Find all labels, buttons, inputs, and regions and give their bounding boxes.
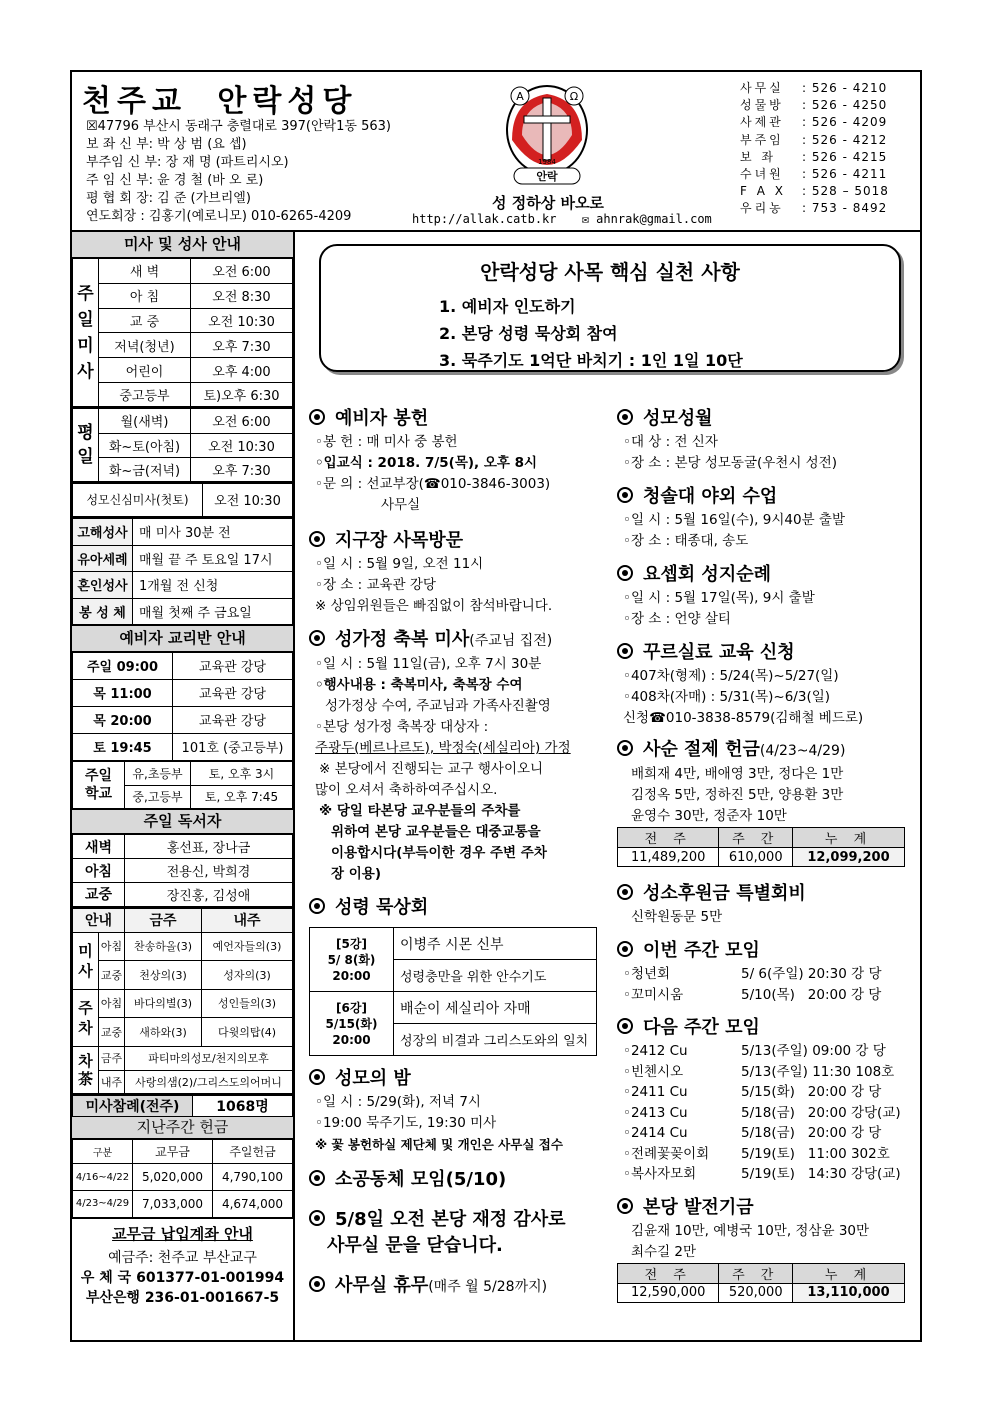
bullet-icon [617, 1198, 633, 1214]
phone-row [740, 183, 889, 200]
table-row [73, 433, 293, 457]
table-row [618, 1283, 905, 1302]
box-item: 3. 묵주기도 1억단 바치기 : 1인 1일 10단 [439, 351, 743, 370]
mass-name: 어린이 [99, 358, 191, 383]
guide-tea: 사랑의샘(2)/그리스도의어머니 [125, 1070, 293, 1094]
bullet-icon [309, 1170, 325, 1186]
left-column [72, 232, 295, 1342]
phone-row [740, 200, 889, 217]
table-row [73, 1140, 293, 1164]
retreat-topic: 성령충만을 위한 안수기도 [394, 960, 597, 992]
table-row [73, 652, 293, 679]
weekday-label: 평 일 [73, 409, 99, 482]
mass-time: 토)오후 6:30 [191, 382, 293, 407]
table-row [73, 358, 293, 383]
total-cell: 13,110,000 [793, 1283, 905, 1302]
sacrament-info: 1개월 전 신청 [133, 572, 293, 599]
sunday-school-label: 주일 학교 [73, 761, 125, 809]
meeting-name: ◦2411 Cu [623, 1084, 688, 1100]
total-cell: 12,099,200 [793, 848, 905, 867]
mass-name: 교 중 [99, 308, 191, 333]
sacrament-info: 매 미사 30분 전 [133, 519, 293, 546]
phone-number: : 753 - 8492 [802, 201, 888, 216]
patron-saint: 성 정하상 바오로 [492, 194, 604, 212]
table-row [73, 519, 293, 546]
offering-cell: 구분 [73, 1140, 133, 1164]
logo-year: 1984 [538, 158, 556, 166]
mass-time: 오전 10:30 [191, 433, 293, 457]
section-heading: 본당 발전기금 [617, 1195, 909, 1221]
phone-row [740, 97, 889, 114]
sacred-heart-table [72, 483, 293, 519]
svg-text:Ω: Ω [569, 90, 579, 103]
weekday-mass-table [72, 408, 293, 482]
section-heading: 예비자 봉헌 [309, 406, 601, 432]
section-heading: 꾸르실료 교육 신청 [617, 640, 909, 666]
guide-next-week: 예언자들의(3) [202, 932, 293, 961]
sunday-label: 주 일 미 사 [73, 259, 99, 408]
phone-label: 보 좌 [740, 149, 776, 164]
total-cell: 주 간 [719, 1263, 793, 1283]
table-row [310, 928, 597, 960]
section-heading: 성가정 축복 미사(주교님 집전) [309, 627, 601, 654]
logo-text: 안락 [536, 170, 558, 183]
meeting-name: ◦청년회 [623, 966, 671, 982]
offering-cell: 5,020,000 [133, 1164, 213, 1191]
table-row [73, 1070, 293, 1094]
retreat-session: [6강] 5/15(화) 20:00 [310, 992, 394, 1056]
class-place: 교육관 강당 [173, 706, 293, 733]
phone-number: : 526 - 4215 [802, 149, 888, 164]
middle-column [309, 406, 601, 1300]
table-row [618, 848, 905, 867]
retreat-speaker: 이병주 시몬 신부 [394, 928, 597, 960]
table-row [73, 859, 293, 883]
section-heading: 소공동체 모임(5/10) [309, 1167, 601, 1193]
table-row [73, 989, 293, 1018]
mass-time: 오후 7:30 [191, 457, 293, 481]
guide-slot: 아침 [99, 932, 125, 961]
readers-title: 주일 독서자 [72, 810, 293, 834]
phone-number: : 526 - 4210 [802, 81, 888, 95]
section-body: ◦일 시 : 5월 11일(금), 오후 7시 30분 ◦행사내용 : 축복미사, 축복장 수여 성가정상 수여, 주교님과 가족사진촬영 ◦본당 성가정 축복장 대상자 : 주광두(베르나르도), 박정숙(세실리아) 가정 ※ 본당에서 진행되는 교구 행사이오니 많이 오셔서 축하하여주십시오. ※ 당일 타본당 교우분들의 주차를 위하여 본당 교우분들은 대중교통을 이용합시다(부득이한 경우 주변 주차 장 이용) [315, 656, 571, 882]
website-link[interactable]: http://allak.catb.kr [412, 212, 557, 226]
catechumen-title: 예비자 교리반 안내 [72, 626, 293, 652]
sacrament-info: 매월 끝 주 토요일 17시 [133, 545, 293, 572]
table-row [73, 835, 293, 859]
meeting-row [617, 964, 909, 985]
guide-parking-label: 주 차 [73, 989, 99, 1046]
next-week-list [617, 1041, 909, 1185]
meeting-row [617, 1062, 909, 1083]
retreat-session: [5강] 5/ 8(화) 20:00 [310, 928, 394, 992]
mass-name: 월(새벽) [99, 409, 191, 433]
section-heading: 이번 주간 모임 [617, 938, 909, 964]
phone-label: 사제관 [740, 115, 784, 130]
meeting-time: 5/10(목) 20:00 강 당 [741, 986, 882, 1003]
guide-header: 내주 [202, 908, 293, 932]
sacrament-name: 봉 성 체 [73, 598, 133, 625]
guide-this-week: 찬송하올(3) [125, 932, 202, 961]
sacred-heart-time: 오전 10:30 [203, 483, 293, 517]
bullet-icon [309, 1210, 325, 1226]
meeting-time: 5/ 6(주일) 20:30 강 당 [741, 966, 882, 982]
sacraments-table [72, 518, 293, 626]
bullet-icon [309, 630, 325, 646]
class-place: 교육관 강당 [173, 679, 293, 706]
class-time: 토 19:45 [73, 733, 173, 760]
table-row [73, 932, 293, 961]
bullet-icon [617, 487, 633, 503]
reader-mass: 새벽 [73, 835, 125, 859]
sacrament-name: 유아세례 [73, 545, 133, 572]
section-body: ◦407차(형제) : 5/24(목)~5/27(일) ◦408차(자매) : 5/31(목)~6/3(일) 신청☎010-3838-8579(김해철 베드로) [623, 668, 864, 726]
address: ☒47796 부산시 동래구 충렬대로 397(안락1동 563) [86, 119, 391, 134]
email-link[interactable]: ✉ ahnrak@gmail.com [581, 212, 712, 226]
meeting-row [617, 1041, 909, 1062]
attendance-count: 1068명 [193, 1096, 293, 1117]
offering-cell: 4,674,000 [213, 1191, 293, 1218]
attendance-table [72, 1095, 293, 1117]
account-title: 교무금 납입계좌 안내 [112, 1224, 253, 1243]
offering-cell: 4/23~4/29 [73, 1191, 133, 1218]
readers-table [72, 834, 293, 908]
table-row [73, 572, 293, 599]
total-cell: 11,489,200 [618, 848, 719, 867]
phone-number: : 526 - 4250 [802, 98, 888, 113]
section-heading: 사무실 문을 닫습니다. [327, 1235, 503, 1256]
reader-names: 장진홍, 김성애 [125, 883, 293, 907]
mass-name: 화~토(아침) [99, 433, 191, 457]
phone-label: 우리농 [740, 201, 784, 216]
guide-slot: 아침 [99, 989, 125, 1018]
section-heading: 다음 주간 모임 [617, 1015, 909, 1041]
web-info [412, 212, 730, 226]
sacrament-name: 혼인성사 [73, 572, 133, 599]
guide-header: 금주 [125, 908, 202, 932]
bullet-icon [309, 1069, 325, 1085]
retreat-topic: 성장의 비결과 그리스도와의 일치 [394, 1024, 597, 1056]
section-body: ◦봉 헌 : 매 미사 중 봉헌 ◦입교식 : 2018. 7/5(목), 오후 8시 ◦문 의 : 선교부장(☎010-3846-3003) 사무실 [315, 434, 551, 513]
table-row [73, 679, 293, 706]
table-row [618, 1263, 905, 1283]
account-line: 우 체 국 601377-01-001994 [80, 1269, 285, 1286]
section-heading: 요셉회 성지순례 [617, 562, 909, 588]
this-week-list [617, 964, 909, 1005]
lent-total-table [617, 827, 905, 867]
guide-table [72, 908, 293, 1096]
box-item: 2. 본당 성령 묵상회 참여 [439, 324, 618, 343]
mass-schedule-title: 미사 및 성사 안내 [72, 232, 293, 258]
table-row [73, 1018, 293, 1047]
bullet-icon [617, 1018, 633, 1034]
section-heading: 지구장 사목방문 [309, 528, 601, 554]
offering-cell: 4,790,100 [213, 1164, 293, 1191]
table-row [73, 598, 293, 625]
meeting-row [617, 1144, 909, 1165]
class-place: 101호 (중고등부) [173, 733, 293, 760]
meeting-row [617, 1082, 909, 1103]
table-row [73, 333, 293, 358]
sunday-mass-table [72, 258, 293, 408]
phone-label: 성물방 [740, 98, 784, 113]
right-column [617, 406, 909, 1303]
guide-tea-label: 차 茶 [73, 1046, 99, 1094]
school-group: 중,고등부 [125, 785, 191, 809]
table-row [73, 883, 293, 907]
meeting-name: ◦전례꽃꽂이회 [623, 1145, 710, 1162]
phone-row [740, 80, 889, 97]
table-row [73, 706, 293, 733]
total-cell: 610,000 [719, 848, 793, 867]
box-items [439, 293, 899, 374]
bullet-icon [617, 884, 633, 900]
fund-total-table [617, 1263, 905, 1303]
meeting-row [617, 1103, 909, 1124]
guide-this-week: 바다의별(3) [125, 989, 202, 1018]
bullet-icon [617, 740, 633, 756]
table-row [73, 545, 293, 572]
guide-tea: 파티마의성모/천지의모후 [125, 1046, 293, 1070]
parish-logo [492, 80, 602, 190]
bullet-icon [617, 643, 633, 659]
table-row [73, 409, 293, 433]
class-time: 주일 09:00 [73, 652, 173, 679]
section-heading: 성령 묵상회 [309, 895, 601, 921]
section-body: ◦대 상 : 전 신자 ◦장 소 : 본당 성모동굴(우천시 성전) [623, 434, 838, 471]
table-row [73, 961, 293, 990]
mass-time: 오전 6:00 [191, 409, 293, 433]
parish-title: 천주교 안락성당 [82, 84, 358, 119]
reader-names: 홍선표, 장나금 [125, 835, 293, 859]
meeting-name: ◦2414 Cu [623, 1125, 688, 1141]
mass-name: 화~금(저녁) [99, 457, 191, 481]
guide-slot: 내주 [99, 1070, 125, 1094]
table-row [73, 1046, 293, 1070]
guide-this-week: 천상의(3) [125, 961, 202, 990]
table-row [73, 1191, 293, 1218]
table-row [73, 1164, 293, 1191]
mass-time: 오후 4:00 [191, 358, 293, 383]
staff-line: 연도회장 : 김홍기(예로니모) 010-6265-4209 [86, 209, 352, 224]
main-content [297, 232, 920, 1342]
class-place: 교육관 강당 [173, 652, 293, 679]
table-row [73, 457, 293, 481]
bullet-icon [309, 898, 325, 914]
reader-mass: 아침 [73, 859, 125, 883]
box-title: 안락성당 사목 핵심 실천 사항 [480, 260, 740, 284]
phone-label: 부주임 [740, 132, 784, 147]
header-info [86, 118, 391, 226]
sacrament-info: 매월 첫째 주 금요일 [133, 598, 293, 625]
section-body: ◦일 시 : 5월 17일(목), 9시 출발 ◦장 소 : 언양 살티 [623, 590, 815, 627]
offering-table [72, 1139, 293, 1219]
class-time: 목 20:00 [73, 706, 173, 733]
staff-line: 보 좌 신 부: 박 상 범 (요 셉) [86, 137, 247, 152]
phone-number: : 526 - 4212 [802, 132, 888, 147]
bullet-icon [617, 409, 633, 425]
total-cell: 520,000 [719, 1283, 793, 1302]
offering-cell: 4/16~4/22 [73, 1164, 133, 1191]
section-heading: 성모성월 [617, 406, 909, 432]
total-cell: 12,590,000 [618, 1283, 719, 1302]
section-heading: 사무실 휴무(매주 월 5/28까지) [309, 1273, 601, 1300]
catechumen-table [72, 652, 293, 761]
staff-line: 평 협 회 장: 김 준 (가브리엘) [86, 191, 251, 206]
guide-next-week: 성인들의(3) [202, 989, 293, 1018]
retreat-table [309, 927, 597, 1056]
offering-cell: 7,033,000 [133, 1191, 213, 1218]
mass-time: 오전 6:00 [191, 259, 293, 284]
table-row [73, 761, 293, 785]
guide-slot: 금주 [99, 1046, 125, 1070]
phone-row [740, 114, 889, 131]
header [72, 72, 920, 232]
meeting-row [617, 1164, 909, 1185]
mass-name: 새 벽 [99, 259, 191, 284]
meeting-row [617, 1123, 909, 1144]
section-heading: 성모의 밤 [309, 1066, 601, 1092]
table-row [73, 733, 293, 760]
section-heading: 사순 절제 헌금(4/23~4/29) [617, 737, 909, 764]
phone-label: 사무실 [740, 81, 784, 95]
meeting-time: 5/13(주일) 11:30 108호 [741, 1063, 895, 1080]
attendance-label: 미사참례(전주) [73, 1096, 193, 1117]
meeting-time: 5/19(토) 11:00 302호 [741, 1145, 890, 1162]
section-heading: 청솔대 야외 수업 [617, 484, 909, 510]
offering-cell: 교무금 [133, 1140, 213, 1164]
guide-header: 안내 [73, 908, 125, 932]
table-row [73, 908, 293, 932]
mass-name: 저녁(청년) [99, 333, 191, 358]
section-body: 신학원동문 5만 [631, 909, 723, 925]
phone-number: : 526 - 4211 [802, 167, 888, 182]
total-cell: 전 주 [618, 1263, 719, 1283]
bullet-icon [617, 565, 633, 581]
meeting-time: 5/18(금) 20:00 강 당 [741, 1125, 882, 1141]
phone-label: 수녀원 [740, 167, 784, 182]
section-heading: 성소후원금 특별회비 [617, 881, 909, 907]
guide-slot: 교중 [99, 1018, 125, 1047]
guide-slot: 교중 [99, 961, 125, 990]
reader-names: 전용신, 박희경 [125, 859, 293, 883]
total-cell: 주 간 [719, 828, 793, 848]
meeting-time: 5/13(주일) 09:00 강 당 [741, 1043, 886, 1059]
table-row [310, 992, 597, 1024]
staff-line: 부주임 신 부: 장 재 명 (파트리시오) [86, 155, 289, 170]
meeting-time: 5/15(화) 20:00 강 당 [741, 1084, 882, 1100]
school-group: 유,초등부 [125, 761, 191, 785]
meeting-time: 5/18(금) 20:00 강당(교) [741, 1104, 901, 1121]
section-body: 배희재 4만, 배애영 3만, 정다은 1만 김정옥 5만, 정하진 5만, 양용환 3만 윤영수 30만, 정준자 10만 [631, 766, 844, 824]
total-cell: 누 계 [793, 1263, 905, 1283]
bullet-icon [309, 531, 325, 547]
guide-next-week: 다윗의탑(4) [202, 1018, 293, 1047]
phone-row [740, 149, 889, 166]
phone-row [740, 132, 889, 149]
mass-name: 아 침 [99, 283, 191, 308]
pastoral-priorities-box [319, 244, 901, 372]
guide-this-week: 새하와(3) [125, 1018, 202, 1047]
guide-mass-label: 미 사 [73, 932, 99, 989]
school-time: 토, 오후 7:45 [191, 785, 293, 809]
meeting-row [617, 985, 909, 1006]
section-body: ◦일 시 : 5/29(화), 저녁 7시 ◦19:00 묵주기도, 19:30 미사 ※ 꽃 봉헌하실 제단체 및 개인은 사무실 접수 [315, 1094, 563, 1152]
sacred-heart-label: 성모신심미사(첫토) [73, 483, 203, 517]
section-body: ◦일 시 : 5월 9일, 오전 11시 ◦장 소 : 교육관 강당 ※ 상임위원들은 빠짐없이 참석바랍니다. [315, 556, 553, 614]
table-row [618, 828, 905, 848]
table-row [73, 308, 293, 333]
meeting-name: ◦2412 Cu [623, 1043, 688, 1059]
box-item: 1. 예비자 인도하기 [439, 297, 576, 316]
offering-title: 지난주간 헌금 [72, 1117, 293, 1139]
total-cell: 누 계 [793, 828, 905, 848]
table-row [73, 283, 293, 308]
table-row [73, 259, 293, 284]
phone-number: : 528 – 5018 [802, 184, 889, 199]
phone-label: F A X [740, 184, 786, 199]
account-list [72, 1248, 293, 1308]
mass-time: 오전 8:30 [191, 283, 293, 308]
mass-name: 중고등부 [99, 382, 191, 407]
class-time: 목 11:00 [73, 679, 173, 706]
offering-cell: 주일헌금 [213, 1140, 293, 1164]
svg-text:A: A [516, 90, 524, 103]
reader-mass: 교중 [73, 883, 125, 907]
bullet-icon [309, 409, 325, 425]
phone-list [740, 80, 889, 218]
bullet-icon [309, 1276, 325, 1292]
bullet-icon [617, 941, 633, 957]
school-time: 토, 오후 3시 [191, 761, 293, 785]
table-row [73, 382, 293, 407]
sacrament-name: 고해성사 [73, 519, 133, 546]
section-body: ◦일 시 : 5월 16일(수), 9시40분 출발 ◦장 소 : 태종대, 송도 [623, 512, 845, 549]
mass-time: 오후 7:30 [191, 333, 293, 358]
meeting-time: 5/19(토) 14:30 강당(교) [741, 1166, 901, 1182]
phone-number: : 526 - 4209 [802, 115, 888, 130]
phone-row [740, 166, 889, 183]
account-line: 예금주: 천주교 부산교구 [108, 1249, 257, 1266]
retreat-speaker: 배순이 세실리아 자매 [394, 992, 597, 1024]
mass-time: 오전 10:30 [191, 308, 293, 333]
guide-next-week: 성자의(3) [202, 961, 293, 990]
meeting-name: ◦2413 Cu [623, 1104, 688, 1121]
sunday-school-table [72, 761, 293, 811]
meeting-name: ◦꼬미시움 [623, 986, 684, 1003]
meeting-name: ◦복사자모회 [623, 1166, 697, 1182]
bulletin-page [70, 70, 922, 1342]
meeting-name: ◦빈첸시오 [623, 1063, 684, 1080]
staff-line: 주 임 신 부: 윤 경 철 (바 오 로) [86, 173, 264, 188]
account-line: 부산은행 236-01-001667-5 [85, 1289, 280, 1306]
section-heading: 5/8일 오전 본당 재정 감사로 [309, 1207, 601, 1233]
total-cell: 전 주 [618, 828, 719, 848]
section-body: 김윤재 10만, 예병국 10만, 정삼윤 30만 최수길 2만 [631, 1222, 870, 1260]
